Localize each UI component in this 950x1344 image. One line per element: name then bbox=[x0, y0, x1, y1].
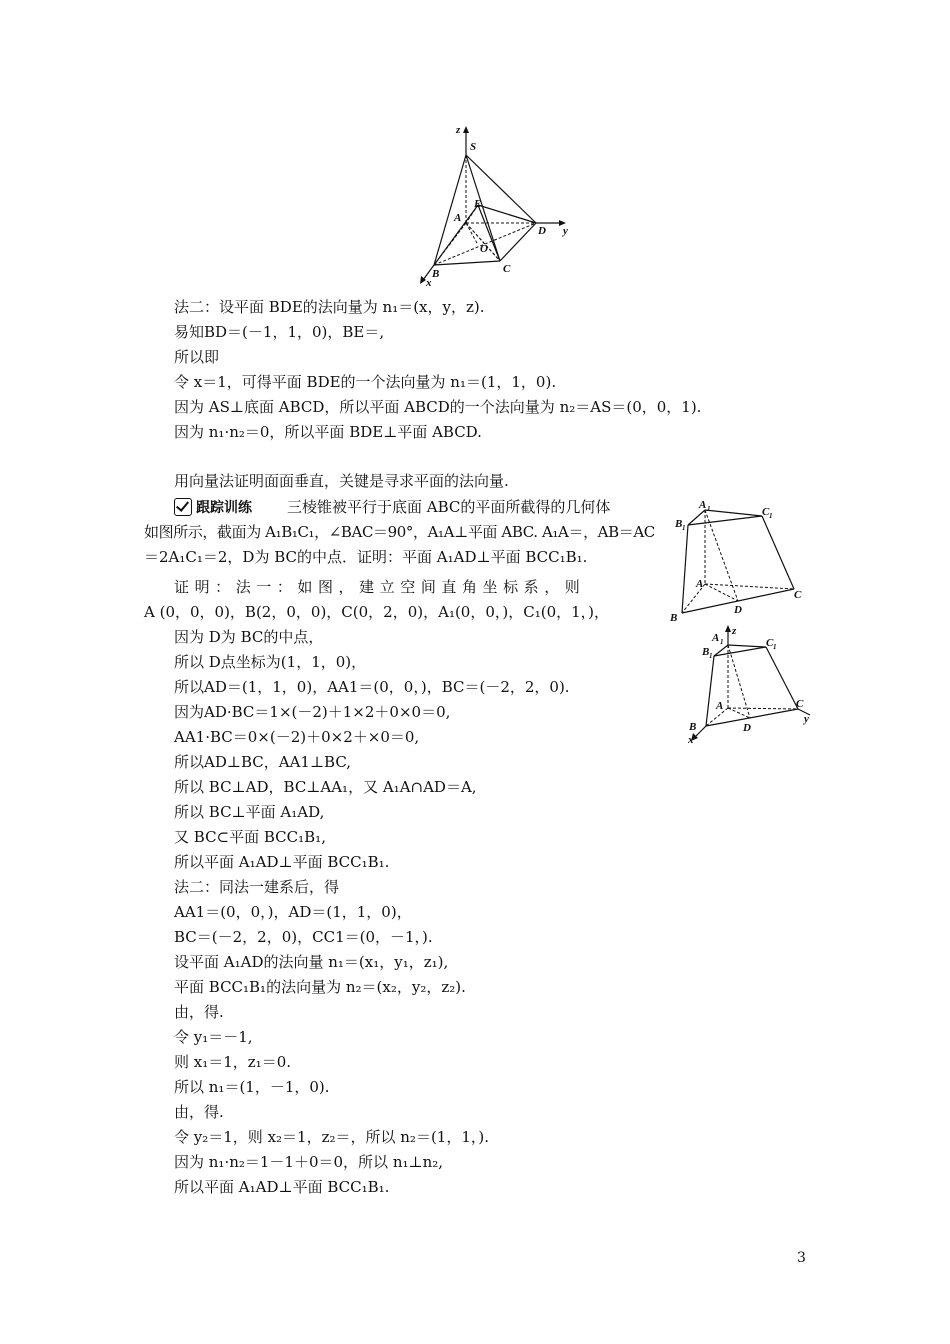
proof-line-20: 则 x₁＝1，z₁＝0. bbox=[174, 1053, 292, 1071]
fig3-label-c: C bbox=[796, 698, 804, 710]
checkmark-icon bbox=[174, 498, 192, 516]
fig3-label-a1: A bbox=[712, 632, 720, 644]
pyramid-figure bbox=[410, 120, 580, 290]
proof-line-22: 由，得. bbox=[174, 1103, 224, 1121]
proof-line-18: 由，得. bbox=[174, 1003, 224, 1021]
proof-line-1: 证 明 ： 法 一 ： 如 图 ， 建 立 空 间 直 角 坐 标 系 ， 则 bbox=[174, 578, 581, 596]
method2-line-1: 法二：设平面 BDE的法向量为 n₁＝(x，y，z). bbox=[174, 298, 485, 316]
proof-line-2: A (0，0，0)，B(2，0，0)，C(0，2，0)，A₁(0，0，)，C₁(0，1，)， bbox=[144, 603, 610, 621]
proof-line-7: AA1·BC＝0×(－2)＋0×2＋×0＝0, bbox=[174, 728, 420, 746]
fig1-label-a: A bbox=[454, 212, 462, 224]
method2-line-2: 易知BD＝(－1，1，0)，BE＝, bbox=[174, 323, 385, 341]
problem-line-1: 三棱锥被平行于底面 ABC的平面所截得的几何体 bbox=[287, 498, 611, 516]
fig2-sub-b1: 1 bbox=[682, 524, 686, 532]
method2-line-5: 因为 AS⊥底面 ABCD，所以平面 ABCD的一个法向量为 n₂＝AS＝(0，0，1). bbox=[174, 398, 702, 416]
fig3-label-d: D bbox=[743, 722, 751, 734]
fig1-label-s: S bbox=[470, 141, 477, 153]
frustum-figure bbox=[668, 497, 818, 625]
fig3-label-c1: C bbox=[766, 637, 774, 649]
proof-line-3: 因为 D为 BC的中点， bbox=[174, 628, 324, 646]
practice-badge bbox=[174, 497, 252, 517]
fig3-sub-c1: 1 bbox=[773, 643, 777, 651]
proof-line-23: 令 y₂＝1，则 x₂＝1，z₂＝，所以 n₂＝(1，1，). bbox=[174, 1128, 490, 1146]
fig3-label-b1: B bbox=[702, 646, 710, 658]
proof-line-9: 所以 BC⊥AD，BC⊥AA₁，又 A₁A∩AD＝A, bbox=[174, 778, 477, 796]
proof-line-24: 因为 n₁·n₂＝1－1＋0＝0，所以 n₁⊥n₂, bbox=[174, 1153, 444, 1171]
fig1-label-x: x bbox=[426, 277, 432, 289]
fig3-label-z: z bbox=[732, 625, 737, 637]
fig2-label-c1: C bbox=[762, 506, 770, 518]
proof-line-16: 设平面 A₁AD的法向量 n₁＝(x₁，y₁，z₁), bbox=[174, 953, 449, 971]
proof-line-13: 法二：同法一建系后，得 bbox=[174, 878, 340, 896]
proof-line-6: 因为AD·BC＝1×(－2)＋1×2＋0×0＝0, bbox=[174, 703, 451, 721]
fig3-label-x: x bbox=[688, 734, 694, 745]
fig2-label-b: B bbox=[670, 612, 678, 624]
fig2-sub-c1: 1 bbox=[769, 512, 773, 520]
method2-line-4: 令 x＝1，可得平面 BDE的一个法向量为 n₁＝(1，1，0). bbox=[174, 373, 557, 391]
proof-line-21: 所以 n₁＝(1，－1，0). bbox=[174, 1078, 330, 1096]
proof-line-10: 所以 BC⊥平面 A₁AD, bbox=[174, 803, 325, 821]
fig3-label-a: A bbox=[716, 700, 724, 712]
problem-line-2: 如图所示，截面为 A₁B₁C₁，∠BAC＝90°，A₁A⊥平面 ABC. A₁A＝，AB＝AC bbox=[144, 523, 655, 541]
fig1-label-o: O bbox=[480, 243, 488, 255]
proof-line-19: 令 y₁＝－1, bbox=[174, 1028, 253, 1046]
fig3-sub-b1: 1 bbox=[709, 652, 713, 660]
fig1-label-b: B bbox=[432, 268, 440, 280]
fig1-label-y: y bbox=[563, 225, 568, 237]
proof-line-25: 所以平面 A₁AD⊥平面 BCC₁B₁. bbox=[174, 1178, 390, 1196]
fig1-label-d: D bbox=[538, 225, 546, 237]
proof-line-4: 所以 D点坐标为(1，1，0)， bbox=[174, 653, 367, 671]
method2-line-6: 因为 n₁·n₂＝0，所以平面 BDE⊥平面 ABCD. bbox=[174, 423, 482, 441]
fig2-sub-a1: 1 bbox=[707, 505, 711, 513]
method2-line-3: 所以即 bbox=[174, 348, 220, 366]
summary-text: 用向量法证明面面垂直，关键是寻求平面的法向量. bbox=[174, 472, 509, 490]
fig1-label-c: C bbox=[503, 263, 511, 275]
fig3-sub-a1: 1 bbox=[720, 638, 724, 646]
proof-line-15: BC＝(－2，2，0)，CC1＝(0，－1，). bbox=[174, 928, 433, 946]
fig2-label-b1: B bbox=[675, 518, 683, 530]
fig1-label-z: z bbox=[456, 124, 461, 136]
proof-line-14: AA1＝(0，0，)，AD＝(1，1，0)， bbox=[174, 903, 412, 921]
fig2-label-a1: A bbox=[699, 499, 707, 511]
fig3-label-b: B bbox=[689, 721, 697, 733]
proof-line-8: 所以AD⊥BC，AA1⊥BC, bbox=[174, 753, 352, 771]
proof-line-5: 所以AD＝(1，1，0)，AA1＝(0，0，)，BC＝(－2，2，0). bbox=[174, 678, 570, 696]
fig1-label-e: E bbox=[474, 198, 482, 210]
proof-line-11: 又 BC⊂平面 BCC₁B₁, bbox=[174, 828, 326, 846]
frustum-axes-figure bbox=[678, 625, 818, 745]
problem-line-3: ＝2A₁C₁＝2，D为 BC的中点．证明：平面 A₁AD⊥平面 BCC₁B₁. bbox=[144, 548, 588, 566]
page-number: 3 bbox=[797, 1250, 806, 1266]
proof-line-17: 平面 BCC₁B₁的法向量为 n₂＝(x₂，y₂，z₂). bbox=[174, 978, 466, 996]
fig2-label-d: D bbox=[734, 604, 742, 616]
fig2-label-c: C bbox=[794, 589, 802, 601]
practice-badge-label: 跟踪训练 bbox=[196, 500, 252, 516]
fig2-label-a: A bbox=[696, 578, 704, 590]
proof-line-12: 所以平面 A₁AD⊥平面 BCC₁B₁. bbox=[174, 853, 390, 871]
fig3-label-y: y bbox=[804, 713, 809, 725]
